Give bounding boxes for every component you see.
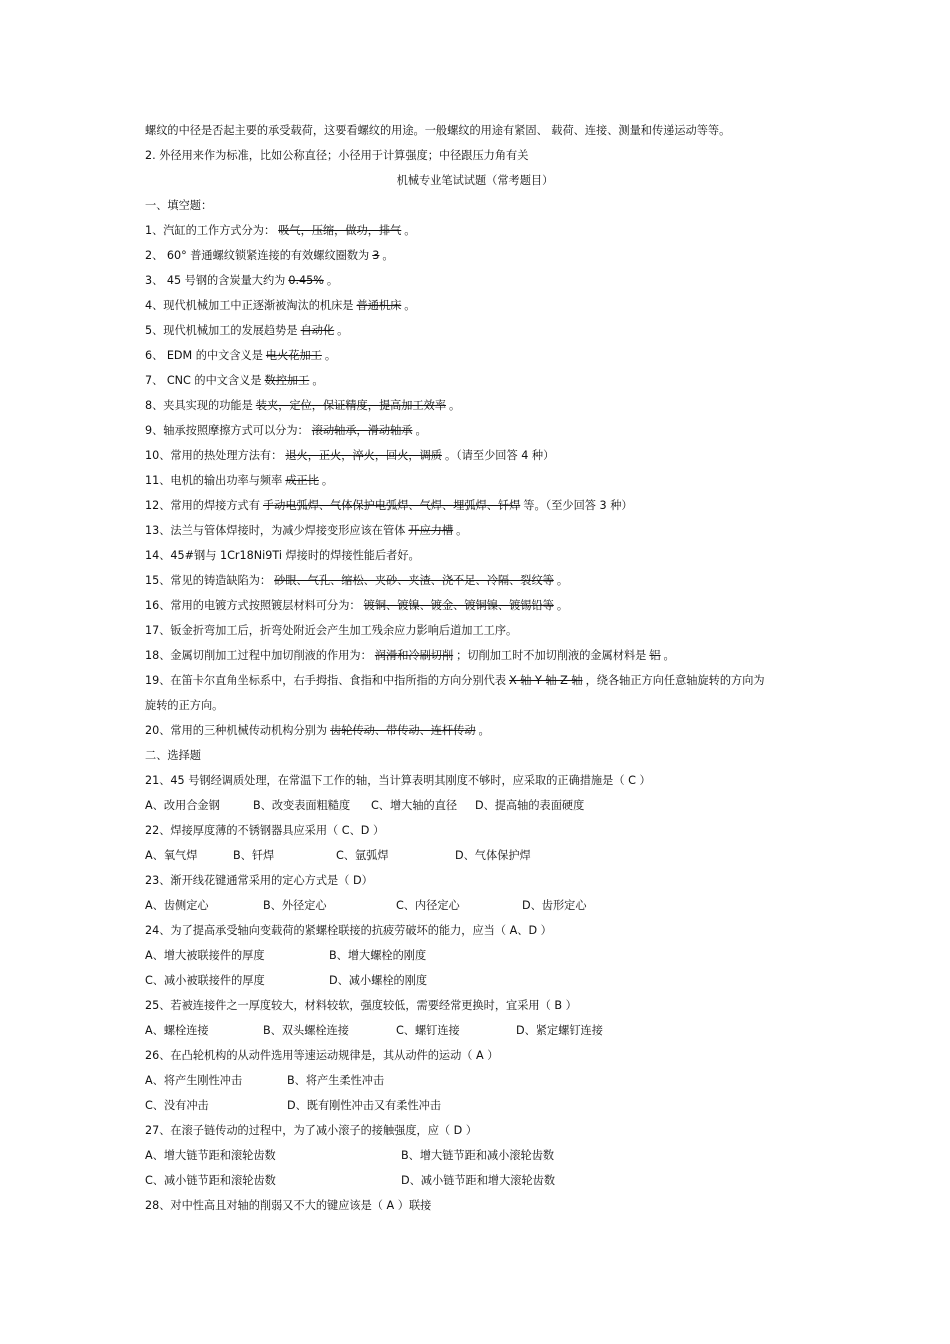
option: B、增大链节距和减小滚轮齿数	[401, 1149, 555, 1162]
option: B、外径定心	[263, 899, 327, 912]
fill-question: 9、轴承按照摩擦方式可以分为： 滚动轴承，滑动轴承 。	[145, 424, 427, 437]
option: C、氩弧焊	[336, 849, 389, 862]
answer: 手动电弧焊、气体保护电弧焊、气焊、埋弧焊、钎焊	[262, 499, 521, 512]
answer: 滚动轴承，滑动轴承	[311, 424, 413, 437]
option: A、氧气焊	[145, 849, 198, 862]
intro-line-2: 2. 外径用来作为标准，比如公称直径；小径用于计算强度；中径跟压力角有关	[145, 149, 529, 162]
fill-question: 14、45#钢与 1Cr18Ni9Ti 焊接时的焊接性能后者好。	[145, 549, 420, 562]
answer: 铝	[649, 649, 661, 662]
option: A、改用合金钢	[145, 799, 220, 812]
fill-question: 7、 CNC 的中文含义是 数控加工 。	[145, 374, 324, 387]
choice-question: 27、在滚子链传动的过程中，为了减小滚子的接触强度，应（ D ）	[145, 1124, 478, 1137]
fill-question-continued: 旋转的正方向。	[145, 699, 224, 712]
choice-options	[145, 974, 427, 988]
fill-question: 5、现代机械加工的发展趋势是 自动化 。	[145, 324, 349, 337]
answer: 开应力槽	[408, 524, 454, 537]
option: C、内径定心	[396, 899, 460, 912]
choice-options	[145, 899, 587, 913]
fill-question: 18、金属切削加工过程中加切削液的作用为： 润滑和冷刷切削 ；切削加工时不加切削液的金属材料是 铝 。	[145, 649, 675, 662]
fill-question: 19、在笛卡尔直角坐标系中，右手拇指、食指和中指所指的方向分别代表 X 轴 Y 轴 Z 轴 ，绕各轴正方向任意轴旋转的方向为	[145, 674, 765, 687]
section-heading-fill: 一、填空题：	[145, 199, 213, 212]
answer: X 轴 Y 轴 Z 轴	[509, 674, 583, 687]
choice-options	[145, 949, 426, 963]
intro-line-1: 螺纹的中径是否起主要的承受载荷，这要看螺纹的用途。一般螺纹的用途有紧固、 载荷、连接、测量和传递运动等等。	[145, 124, 731, 137]
option: D、紧定螺钉连接	[516, 1024, 603, 1037]
option: D、减小链节距和增大滚轮齿数	[401, 1174, 556, 1187]
choice-question: 26、在凸轮机构的从动件选用等速运动规律是，其从动件的运动（ A ）	[145, 1049, 499, 1062]
fill-question: 10、常用的热处理方法有： 退火，正火，淬火，回火，调质 。（请至少回答 4 种）	[145, 449, 555, 462]
answer: 普通机床	[356, 299, 402, 312]
option: D、气体保护焊	[455, 849, 531, 862]
choice-question: 23、渐开线花键通常采用的定心方式是（ D）	[145, 874, 373, 887]
option: A、增大链节距和滚轮齿数	[145, 1149, 276, 1162]
option: C、螺钉连接	[396, 1024, 460, 1037]
option: B、将产生柔性冲击	[287, 1074, 385, 1087]
option: C、增大轴的直径	[371, 799, 458, 812]
option: A、螺栓连接	[145, 1024, 209, 1037]
option: C、减小被联接件的厚度	[145, 974, 265, 987]
option: C、没有冲击	[145, 1099, 209, 1112]
choice-question: 22、焊接厚度薄的不锈钢器具应采用（ C、D ）	[145, 824, 385, 837]
option: D、既有刚性冲击又有柔性冲击	[287, 1099, 442, 1112]
answer: 数控加工	[264, 374, 310, 387]
option: A、增大被联接件的厚度	[145, 949, 265, 962]
choice-options	[145, 1074, 384, 1088]
option: C、减小链节距和滚轮齿数	[145, 1174, 276, 1187]
fill-question: 12、常用的焊接方式有 手动电弧焊、气体保护电弧焊、气焊、埋弧焊、钎焊 等。（至少回答 3 种）	[145, 499, 633, 512]
option: D、减小螺栓的刚度	[329, 974, 428, 987]
fill-question: 6、 EDM 的中文含义是 电火花加工 。	[145, 349, 337, 362]
option: B、改变表面粗糙度	[253, 799, 351, 812]
choice-question: 21、45 号钢经调质处理，在常温下工作的轴，当计算表明其刚度不够时，应采取的正确措施是（ C ）	[145, 774, 651, 787]
option: B、增大螺栓的刚度	[329, 949, 427, 962]
option: D、提高轴的表面硬度	[475, 799, 585, 812]
choice-options	[145, 1149, 554, 1163]
fill-question: 1、汽缸的工作方式分为： 吸气，压缩，做功，排气 。	[145, 224, 416, 237]
option: A、齿侧定心	[145, 899, 209, 912]
fill-question: 3、 45 号钢的含炭量大约为 0.45% 。	[145, 274, 339, 287]
option: D、齿形定心	[522, 899, 587, 912]
fill-question: 11、电机的输出功率与频率 成正比 。	[145, 474, 334, 487]
answer: 成正比	[285, 474, 319, 487]
fill-question: 17、钣金折弯加工后，折弯处附近会产生加工残余应力影响后道加工工序。	[145, 624, 518, 637]
answer: 齿轮传动、带传动、连杆传动	[330, 724, 476, 737]
choice-options	[145, 1099, 441, 1113]
choice-question: 25、若被连接件之一厚度较大，材料较软，强度较低，需要经常更换时，宜采用（ B ）	[145, 999, 577, 1012]
choice-options	[145, 799, 584, 813]
fill-question: 8、夹具实现的功能是 装夹，定位，保证精度，提高加工效率 。	[145, 399, 461, 412]
option: B、钎焊	[233, 849, 275, 862]
answer: 0.45%	[288, 274, 324, 287]
fill-question: 20、常用的三种机械传动机构分别为 齿轮传动、带传动、连杆传动 。	[145, 724, 490, 737]
fill-question: 4、现代机械加工中正逐渐被淘汰的机床是 普通机床 。	[145, 299, 416, 312]
answer: 镀铜、镀镍、镀金、镀铜镍、镀锡铅等	[363, 599, 554, 612]
answer: 电火花加工	[265, 349, 322, 362]
answer: 3	[372, 249, 380, 262]
answer: 退火，正火，淬火，回火，调质	[285, 449, 442, 462]
answer: 吸气，压缩，做功，排气	[278, 224, 402, 237]
answer: 砂眼、气孔、缩松、夹砂、夹渣、浇不足、冷隔、裂纹等	[274, 574, 554, 587]
choice-options	[145, 849, 531, 863]
answer: 润滑和冷刷切削	[374, 649, 454, 662]
option: B、双头螺栓连接	[263, 1024, 349, 1037]
document-title: 机械专业笔试试题（常考题目）	[396, 174, 554, 187]
fill-question: 15、常见的铸造缺陷为： 砂眼、气孔、缩松、夹砂、夹渣、浇不足、冷隔、裂纹等 。	[145, 574, 569, 587]
answer: 装夹，定位，保证精度，提高加工效率	[255, 399, 447, 412]
fill-question: 2、 60° 普通螺纹锁紧连接的有效螺纹圈数为 3 。	[145, 249, 394, 262]
section-heading-choice: 二、选择题	[145, 749, 201, 762]
choice-options	[145, 1174, 555, 1188]
option: A、将产生刚性冲击	[145, 1074, 243, 1087]
fill-question: 16、常用的电镀方式按照镀层材料可分为： 镀铜、镀镍、镀金、镀铜镍、镀锡铅等 。	[145, 599, 569, 612]
choice-question: 28、对中性高且对轴的削弱又不大的键应该是（ A ）联接	[145, 1199, 432, 1212]
fill-question: 13、法兰与管体焊接时，为减少焊接变形应该在管体 开应力槽 。	[145, 524, 468, 537]
choice-options	[145, 1024, 603, 1038]
choice-question: 24、为了提高承受轴向变载荷的紧螺栓联接的抗疲劳破坏的能力，应当（ A、D ）	[145, 924, 552, 937]
answer: 自动化	[300, 324, 335, 337]
